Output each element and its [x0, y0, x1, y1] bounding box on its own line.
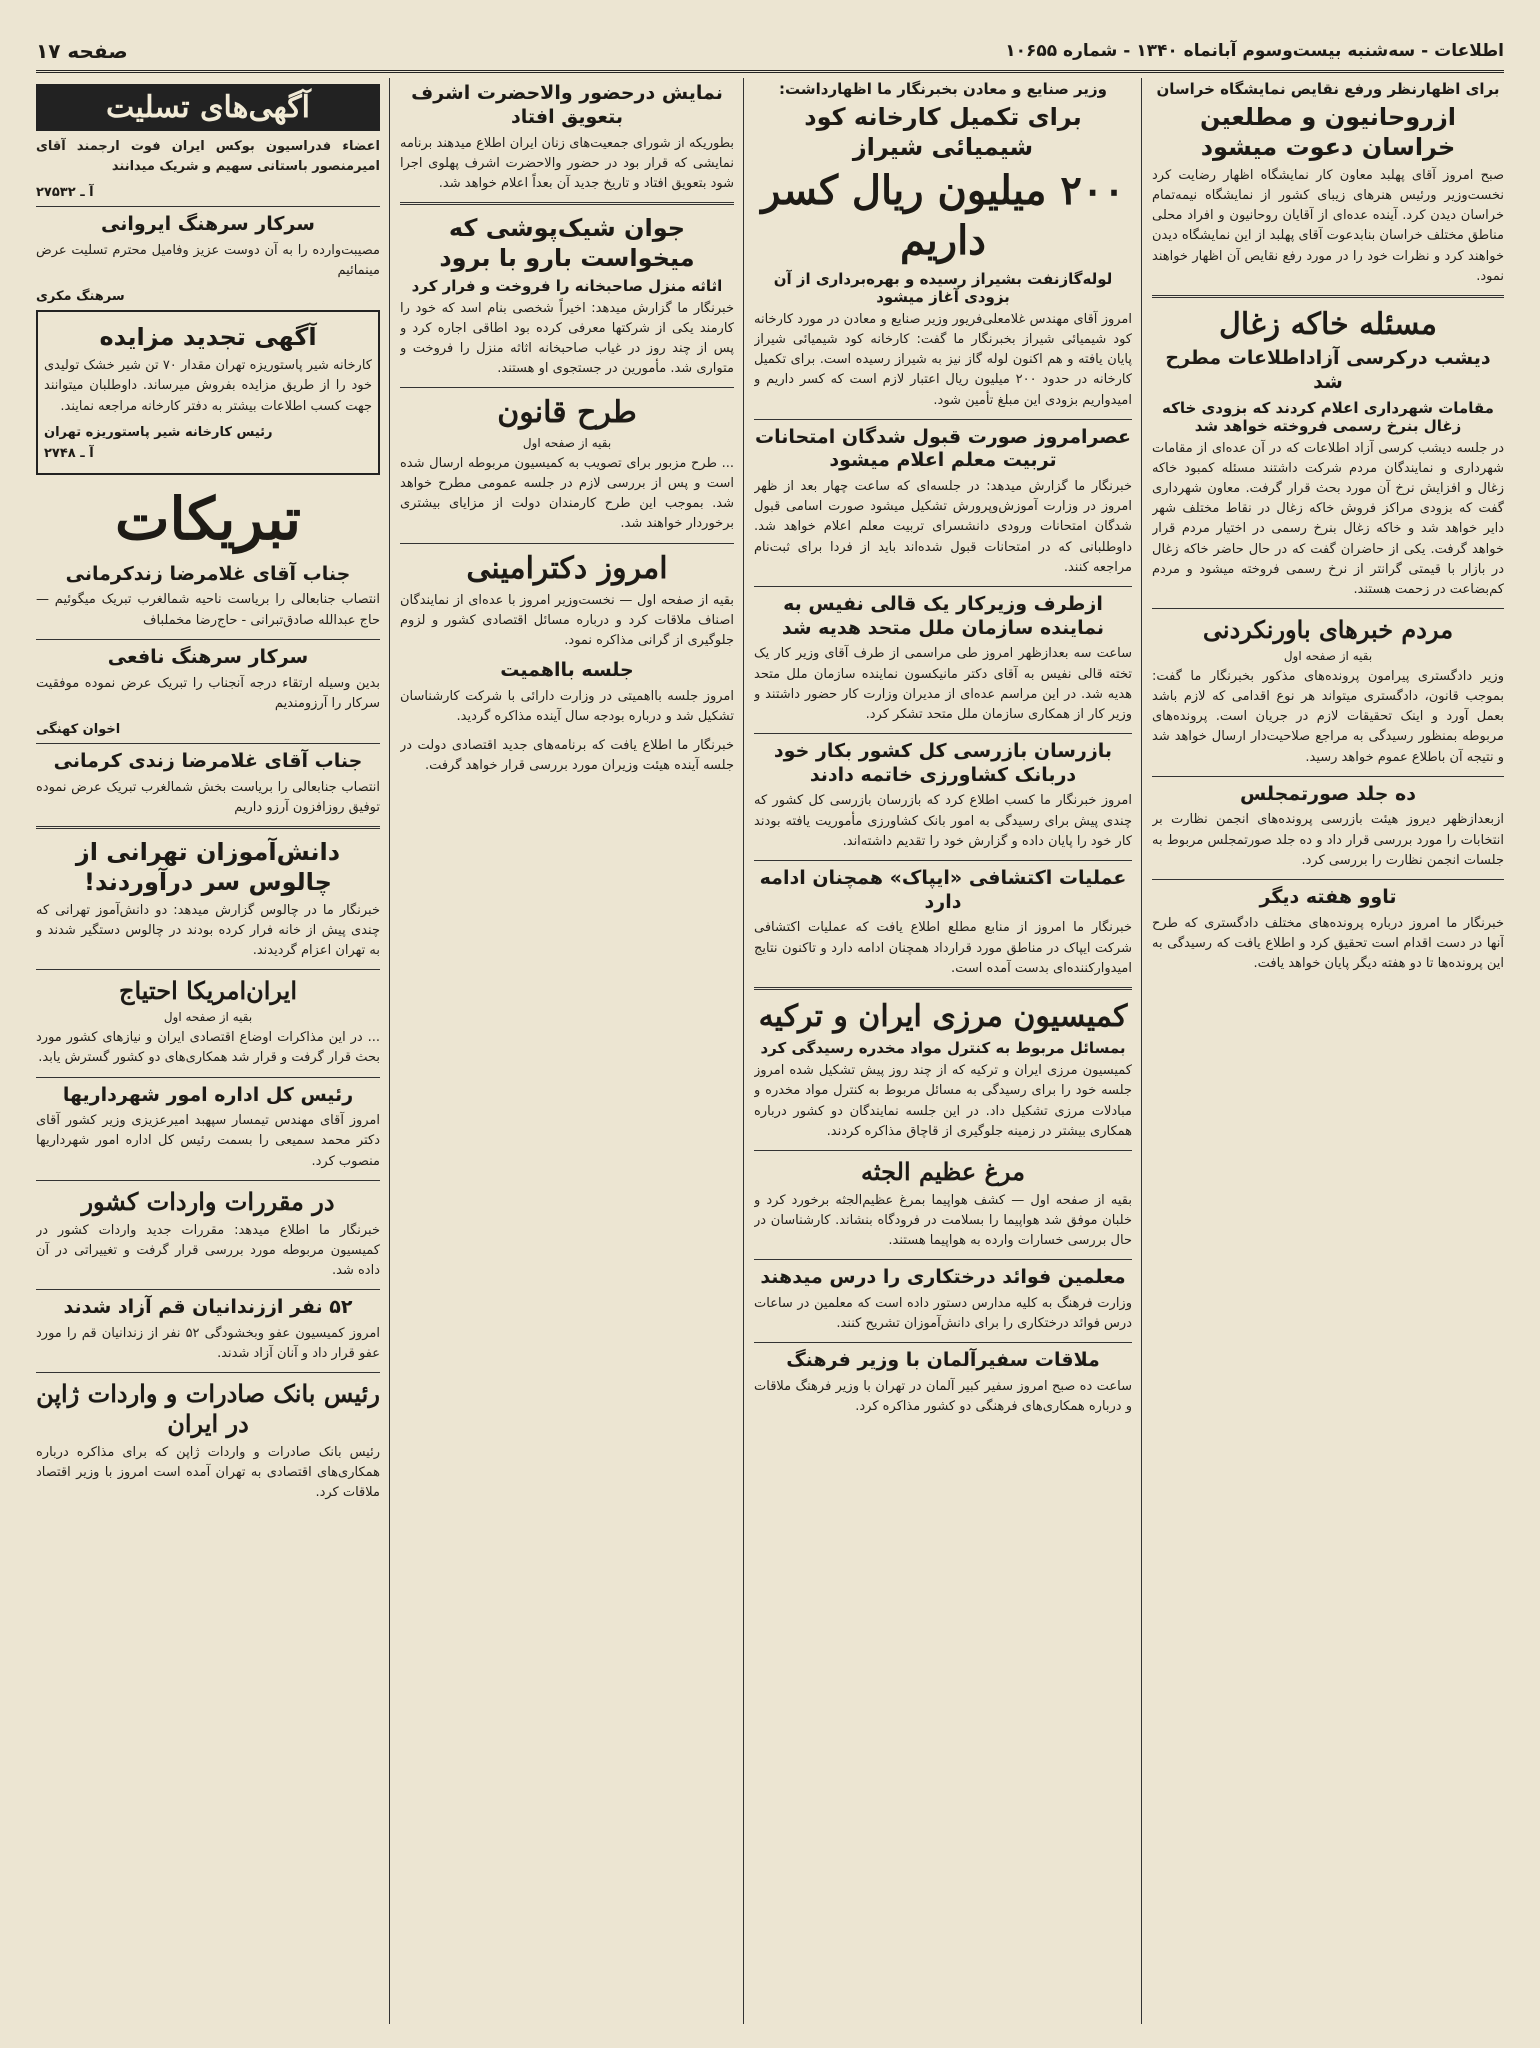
column-rule — [743, 78, 744, 2024]
page-number: صفحه ۱۷ — [36, 39, 128, 63]
ad-title: آگهی تجدید مزایده — [99, 323, 317, 352]
congrats-name: جناب آقای غلامرضا زندکرمانی — [65, 562, 351, 585]
article-headline: ملاقات سفیرآلمان با وزیر فرهنگ — [786, 1349, 1100, 1372]
article-body: صبح امروز آقای پهلبد معاون کار نمایشگاه اظهار رضایت کرد نخست‌وزیر ورئیس هنرهای زیبای کشور از نمایشگاه نیمه‌تمام خراسان دیدن کرد. آینده عده‌ای از آقایان روحانیون و افراد محلی مناطق مختلف خراسان بنابدعوت آقای پهلبد از این نمایشگاه دیدن خواهند کرد و نظرات خود را در مورد رفع نقایص آن اظهار خواهند نمود. — [1152, 168, 1504, 284]
ad-code: آ ـ ۲۷۴۸ — [44, 445, 94, 461]
divider — [36, 639, 380, 640]
article-body: ... در این مذاکرات اوضاع اقتصادی ایران و نیازهای کشور مورد بحث قرار گرفت و قرار شد همکاری‌های دو کشور گسترش یابد. — [36, 1030, 380, 1066]
article-body: امروز جلسه بااهمیتی در وزارت دارائی با شرکت کارشناسان تشکیل شد و درباره بودجه سال آینده مذاکره گردید. — [400, 689, 734, 725]
divider — [754, 987, 1132, 990]
article-headline: رئیس کل اداره امور شهرداریها — [62, 1083, 354, 1106]
divider — [36, 1289, 380, 1290]
article-body: خبرنگار ما امروز از منابع مطلع اطلاع یافت که عملیات اکتشافی شرکت ایپاک در مناطق مورد قرارداد همچنان ادامه دارد و تاکنون نتایج امیدوارکننده‌ای بدست آمده است. — [754, 920, 1132, 976]
divider — [754, 860, 1132, 861]
issue-line: اطلاعات - سه‌شنبه بیست‌وسوم آبانماه ۱۳۴۰ - شماره ۱۰۶۵۵ — [1005, 41, 1504, 61]
article-kicker: بمسائل مربوط به کنترل مواد مخدره رسیدگی کرد — [760, 1039, 1126, 1058]
ad-signature: رئیس کارخانه شیر پاستوریزه تهران — [44, 424, 273, 440]
article-body: رئیس بانک صادرات و واردات ژاپن که برای مذاکره درباره همکاری‌های اقتصادی به تهران آمده است امروز با وزیر اقتصاد ملاقات کرد. — [36, 1445, 380, 1501]
auction-ad-box — [36, 310, 380, 474]
column-1 — [1152, 78, 1504, 2024]
article-body: ساعت سه بعدازظهر امروز طی مراسمی از طرف آقای وزیر کار یک تخته قالی نفیس به آقای دکتر مانیکسون نماینده سازمان ملل متحد هدیه شد. در این مراسم عده‌ای از مدیران وزارت کار حضور داشتند و وزیر کار از همکاری سازمان ملل متحد تشکر کرد. — [754, 646, 1132, 722]
ad-text: کارخانه شیر پاستوریزه تهران مقدار ۷۰ تن شیر خشک تولیدی خود را از طریق مزایده بفروش میرساند. داوطلبان میتوانند جهت کسب اطلاعات بیشتر به دفتر کارخانه مراجعه نمایند. — [44, 358, 372, 414]
divider — [400, 202, 734, 205]
article-headline: مسئله خاکه زغال — [1219, 306, 1437, 342]
article-headline: مرغ عظیم الجثه — [861, 1156, 1025, 1186]
divider — [36, 1372, 380, 1373]
ad-signature: سرهنگ مکری — [36, 289, 125, 305]
divider — [36, 1077, 380, 1078]
ad-text: اعضاء فدراسیون بوکس ایران فوت ارجمند آقای امیرمنصور باستانی سهیم و شریک میدانند — [36, 139, 380, 175]
article-kicker: لوله‌گازنفت بشیراز رسیده و بهره‌برداری از آن بزودی آغاز میشود — [773, 270, 1113, 306]
column-3 — [400, 78, 734, 2024]
divider — [754, 1150, 1132, 1151]
article-body: خبرنگار ما اطلاع میدهد: مقررات جدید واردات کشور در کمیسیون مربوطه مورد بررسی قرار گرفت و تغییراتی در آن داده شد. — [36, 1222, 380, 1278]
article-headline: تاوو هفته دیگر — [1259, 885, 1397, 908]
continued-note: بقیه از صفحه اول — [163, 1010, 253, 1025]
article-headline: طرح قانون — [497, 395, 637, 431]
article-body: خبرنگار ما گزارش میدهد: اخیراً شخصی بنام اسد که خود را کارمند یکی از شرکتها معرفی کرده بود اطاقی اجاره کرد و پس از چند روز در غیاب صاحبخانه اثاثه منزل را فروخت و متواری شد. مأمورین در جستجوی او هستند. — [400, 300, 734, 377]
divider — [36, 969, 380, 970]
article-kicker: وزیر صنایع و معادن بخبرنگار ما اظهارداشت: — [779, 80, 1107, 98]
article-headline: عملیات اکتشافی «ایپاک» همچنان ادامه دارد — [759, 866, 1127, 913]
article-subheadline: جلسه بااهمیت — [500, 659, 634, 682]
divider — [1152, 608, 1504, 609]
article-headline: دانش‌آموزان تهرانی از چالوس سر درآوردند! — [75, 837, 341, 896]
divider — [754, 419, 1132, 420]
article-body: خبرنگار ما اطلاع یافت که برنامه‌های جدید اقتصادی دولت در جلسه آینده هیئت وزیران مورد بررسی قرار خواهد گرفت. — [400, 737, 734, 773]
article-body: امروز خبرنگار ما کسب اطلاع کرد که بازرسان بازرسی کل کشور که چندی پیش برای رسیدگی به امور بانک کشاورزی مأموریت یافته بودند کار خود را پایان داده و گزارش خود را تقدیم داشته‌اند. — [754, 793, 1132, 849]
article-headline: ازطرف وزیرکار یک قالی نفیس به نماینده سازمان ملل متحد هدیه شد — [781, 592, 1105, 639]
article-headline: نمایش درحضور والاحضرت اشرف بتعویق افتاد — [411, 82, 723, 128]
article-headline-large: ۲۰۰ میلیون ریال کسر داریم — [761, 167, 1125, 264]
article-body: بقیه از صفحه اول — کشف هواپیما بمرغ عظیم‌الجثه برخورد کرد و خلبان موفق شد هواپیما را بسلامت در فرودگاه بنشاند. کارشناسان در حال بررسی خسارات وارده به هواپیما هستند. — [754, 1192, 1132, 1249]
article-body: وزارت فرهنگ به کلیه مدارس دستور داده است که معلمین در ساعات درس فوائد درختکاری را برای دانش‌آموزان تشریح کنند. — [754, 1296, 1132, 1332]
article-body: بقیه از صفحه اول — نخست‌وزیر امروز با عده‌ای از نمایندگان اصناف ملاقات کرد و درباره مسائل اقتصادی کشور و لزوم جلوگیری از گرانی مذاکره نمود. — [400, 593, 734, 649]
article-headline: عصرامروز صورت قبول شدگان امتحانات تربیت معلم اعلام میشود — [754, 425, 1131, 472]
continued-note: بقیه از صفحه اول — [1283, 648, 1373, 663]
continued-note: بقیه از صفحه اول — [522, 435, 612, 450]
article-headline: مردم خبرهای باورنکردنی — [1202, 614, 1454, 644]
article-body: کمیسیون مرزی ایران و ترکیه که از چند روز پیش تشکیل شده امروز جلسه خود را برای رسیدگی به مسائل مربوط به کنترل مواد مخدره و مبادلات مرزی تشکیل داد. در این جلسه نمایندگان دو کشور درباره همکاری بیشتر در زمینه جلوگیری از قاچاق مذاکره کردند. — [754, 1063, 1132, 1139]
article-headline: ده جلد صورتمجلس — [1239, 782, 1416, 805]
divider — [754, 733, 1132, 734]
article-headline: معلمین فوائد درختکاری را درس میدهند — [760, 1266, 1126, 1289]
article-body: خبرنگار ما گزارش میدهد: در جلسه‌ای که ساعت چهار بعد از ظهر امروز در وزارت آموزش‌وپرورش تشکیل میشود صورت اسامی قبول شدگان امتحانات ورودی دانشسرای تربیت معلم اعلام خواهد شد. داوطلبانی که در امتحانات قبول شده‌اند باید از فردا برای ثبت‌نام مراجعه کنند. — [754, 479, 1132, 575]
divider — [1152, 879, 1504, 880]
article-body: خبرنگار ما امروز درباره پرونده‌های مختلف دادگستری که طرح آنها در دست اقدام است تحقیق کرد و اطلاع یافت که رسیدگی به این پرونده‌ها تا دو هفته دیگر پایان خواهد یافت. — [1152, 915, 1504, 971]
divider — [400, 387, 734, 388]
article-subheadline: دیشب درکرسی آزاداطلاعات مطرح شد — [1165, 347, 1491, 394]
divider — [754, 1342, 1132, 1343]
divider — [754, 586, 1132, 587]
divider — [36, 206, 380, 207]
article-body: ... طرح مزبور برای تصویب به کمیسیون مربوطه ارسال شده است و پس از بررسی لازم در جلسه عمومی مطرح خواهد شد. بموجب این طرح کارمندان دولت از مزایای بیشتری برخوردار خواهند شد. — [400, 455, 734, 532]
congrats-text: انتصاب جنابعالی را بریاست ناحیه شمالغرب تبریک میگوئیم — حاج عبدالله صادق‌تبرانی - حاج‌رضا مخملباف — [36, 592, 380, 628]
divider — [1152, 776, 1504, 777]
ad-code: آ ـ ۲۷۵۳۲ — [36, 185, 94, 201]
ad-title: سرکار سرهنگ ایروانی — [101, 213, 315, 236]
column-2 — [754, 78, 1132, 2024]
divider — [1152, 295, 1504, 298]
article-headline: در مقررات واردات کشور — [81, 1186, 335, 1216]
article-body: در جلسه دیشب کرسی آزاد اطلاعات که در آن عده‌ای از مقامات شهرداری و نمایندگان مردم شرکت داشتند مسئله کمبود خاکه زغال و افزایش نرخ آن مورد بحث قرار گرفت. معاون شهرداری گفت که بزودی مراکز فروش خاکه زغال در نقاط مختلف شهر دایر خواهد شد و خاکه زغال بنرخ رسمی در اختیار مردم قرار خواهد گرفت. یکی از حاضران گفت که در حال حاضر خاکه زغال در بازار با قیمتی گرانتر از نرخ رسمی فروخته میشود و مردم کم‌بضاعت در زحمت هستند. — [1152, 440, 1504, 597]
article-headline: جوان شیک‌پوشی که میخواست بارو با برود — [439, 213, 695, 272]
article-body: خبرنگار ما در چالوس گزارش میدهد: دو دانش‌آموز تهرانی که چندی پیش از خانه فرار کرده بودند در چالوس دستگیر شدند و به تهران اعزام گردیدند. — [36, 902, 380, 959]
article-body: بطوریکه از شورای جمعیت‌های زنان ایران اطلاع میدهند برنامه نمایشی که قرار بود در حضور والاحضرت اشرف پهلوی اجرا شود بتعویق افتاد و تاریخ جدید آن بعداً اعلام خواهد شد. — [400, 135, 734, 191]
article-headline: امروز دکترامینی — [466, 550, 668, 586]
divider — [36, 1180, 380, 1181]
article-headline: برای تکمیل کارخانه کود شیمیائی شیراز — [804, 103, 1082, 161]
article-headline: کمیسیون مرزی ایران و ترکیه — [758, 998, 1128, 1034]
condolence-ads-banner: آگهی‌های تسلیت — [36, 84, 380, 131]
article-body: ازبعدازظهر دیروز هیئت بازرسی پرونده‌های انجمن نظارت بر انتخابات را مورد بررسی قرار داد و ده جلد صورتمجلس مربوط به جلسات انجمن نظارت را بررسی کرد. — [1152, 812, 1504, 868]
congratulations-title: تبریکات — [114, 484, 302, 553]
article-headline: ازروحانیون و مطلعین خراسان دعوت میشود — [1199, 103, 1457, 161]
ad-text: مصیبت‌وارده را به آن دوست عزیز وفامیل محترم تسلیت عرض مینمائیم — [36, 243, 380, 279]
article-headline: رئیس بانک صادرات و واردات ژاپن در ایران — [36, 1379, 380, 1439]
divider — [36, 826, 380, 829]
article-kicker: برای اظهارنظر ورفع نقایص نمایشگاه خراسان — [1156, 80, 1500, 98]
article-kicker: اثاثه منزل صاحبخانه را فروخت و فرار کرد — [411, 276, 723, 295]
article-headline: ۵۲ نفر اززندانیان قم آزاد شدند — [63, 1296, 353, 1319]
article-body: امروز آقای مهندس غلامعلی‌فریور وزیر صنایع و معادن در مورد کارخانه کود شیمیائی شیراز بخبرنگار ما گفت: کارخانه کود شیمیائی شیراز پایان یافته و هم اکنون لوله گاز نیز به شیراز رسیده است. برای تکمیل کارخانه در حدود ۲۰۰ میلیون ریال اعتبار لازم است که کسر داریم و امیدواریم بزودی این مبلغ تأمین شود. — [754, 312, 1132, 408]
article-kicker: مقامات شهرداری اعلام کردند که بزودی خاکه زغال بنرخ رسمی فروخته خواهد شد — [1162, 398, 1494, 435]
masthead — [36, 32, 1504, 73]
congrats-text: انتصاب جنابعالی را بریاست بخش شمالغرب تبریک عرض نموده توفیق روزافزون آرزو داریم — [36, 779, 380, 815]
congrats-signature: اخوان کهنگی — [36, 721, 121, 737]
column-4 — [36, 78, 380, 2024]
article-headline: ایران‌امریکا احتیاج — [118, 976, 298, 1006]
divider — [36, 743, 380, 744]
divider — [754, 1259, 1132, 1260]
congrats-name: سرکار سرهنگ نافعی — [107, 645, 309, 668]
column-rule — [389, 78, 390, 2024]
divider — [400, 543, 734, 544]
congrats-text: بدین وسیله ارتقاء درجه آنجناب را تبریک عرض نموده موفقیت سرکار را آرزومندیم — [36, 675, 380, 711]
article-body: امروز آقای مهندس تیمسار سپهبد امیرعزیزی وزیر کشور آقای دکتر محمد سمیعی را بسمت رئیس کل اداره امور شهرداریها منصوب کرد. — [36, 1113, 380, 1169]
article-body: ساعت ده صبح امروز سفیر کبیر آلمان در تهران با وزیر فرهنگ ملاقات و درباره همکاری‌های فرهنگی دو کشور مذاکره کرد. — [754, 1379, 1132, 1415]
congrats-name: جناب آقای غلامرضا زندی کرمانی — [53, 749, 363, 772]
article-body: امروز کمیسیون عفو وبخشودگی ۵۲ نفر از زندانیان قم را مورد عفو قرار داد و آنان آزاد شدند. — [36, 1325, 380, 1362]
column-rule — [1141, 78, 1142, 2024]
article-headline: بازرسان بازرسی کل کشور بکار خود دربانک کشاورزی خاتمه دادند — [773, 739, 1113, 786]
article-body: وزیر دادگستری پیرامون پرونده‌های مذکور بخبرنگار ما گفت: بموجب قانون، دادگستری میتواند هر نوع اقدامی که لازم باشد بعمل آورد و اینک تحقیقات لازم در جریان است. پرونده‌های مربوطه بمنظور رسیدگی به مراجع صلاحیت‌دار ارسال خواهد شد و نتیجه آن باطلاع عموم خواهد رسید. — [1152, 668, 1504, 765]
